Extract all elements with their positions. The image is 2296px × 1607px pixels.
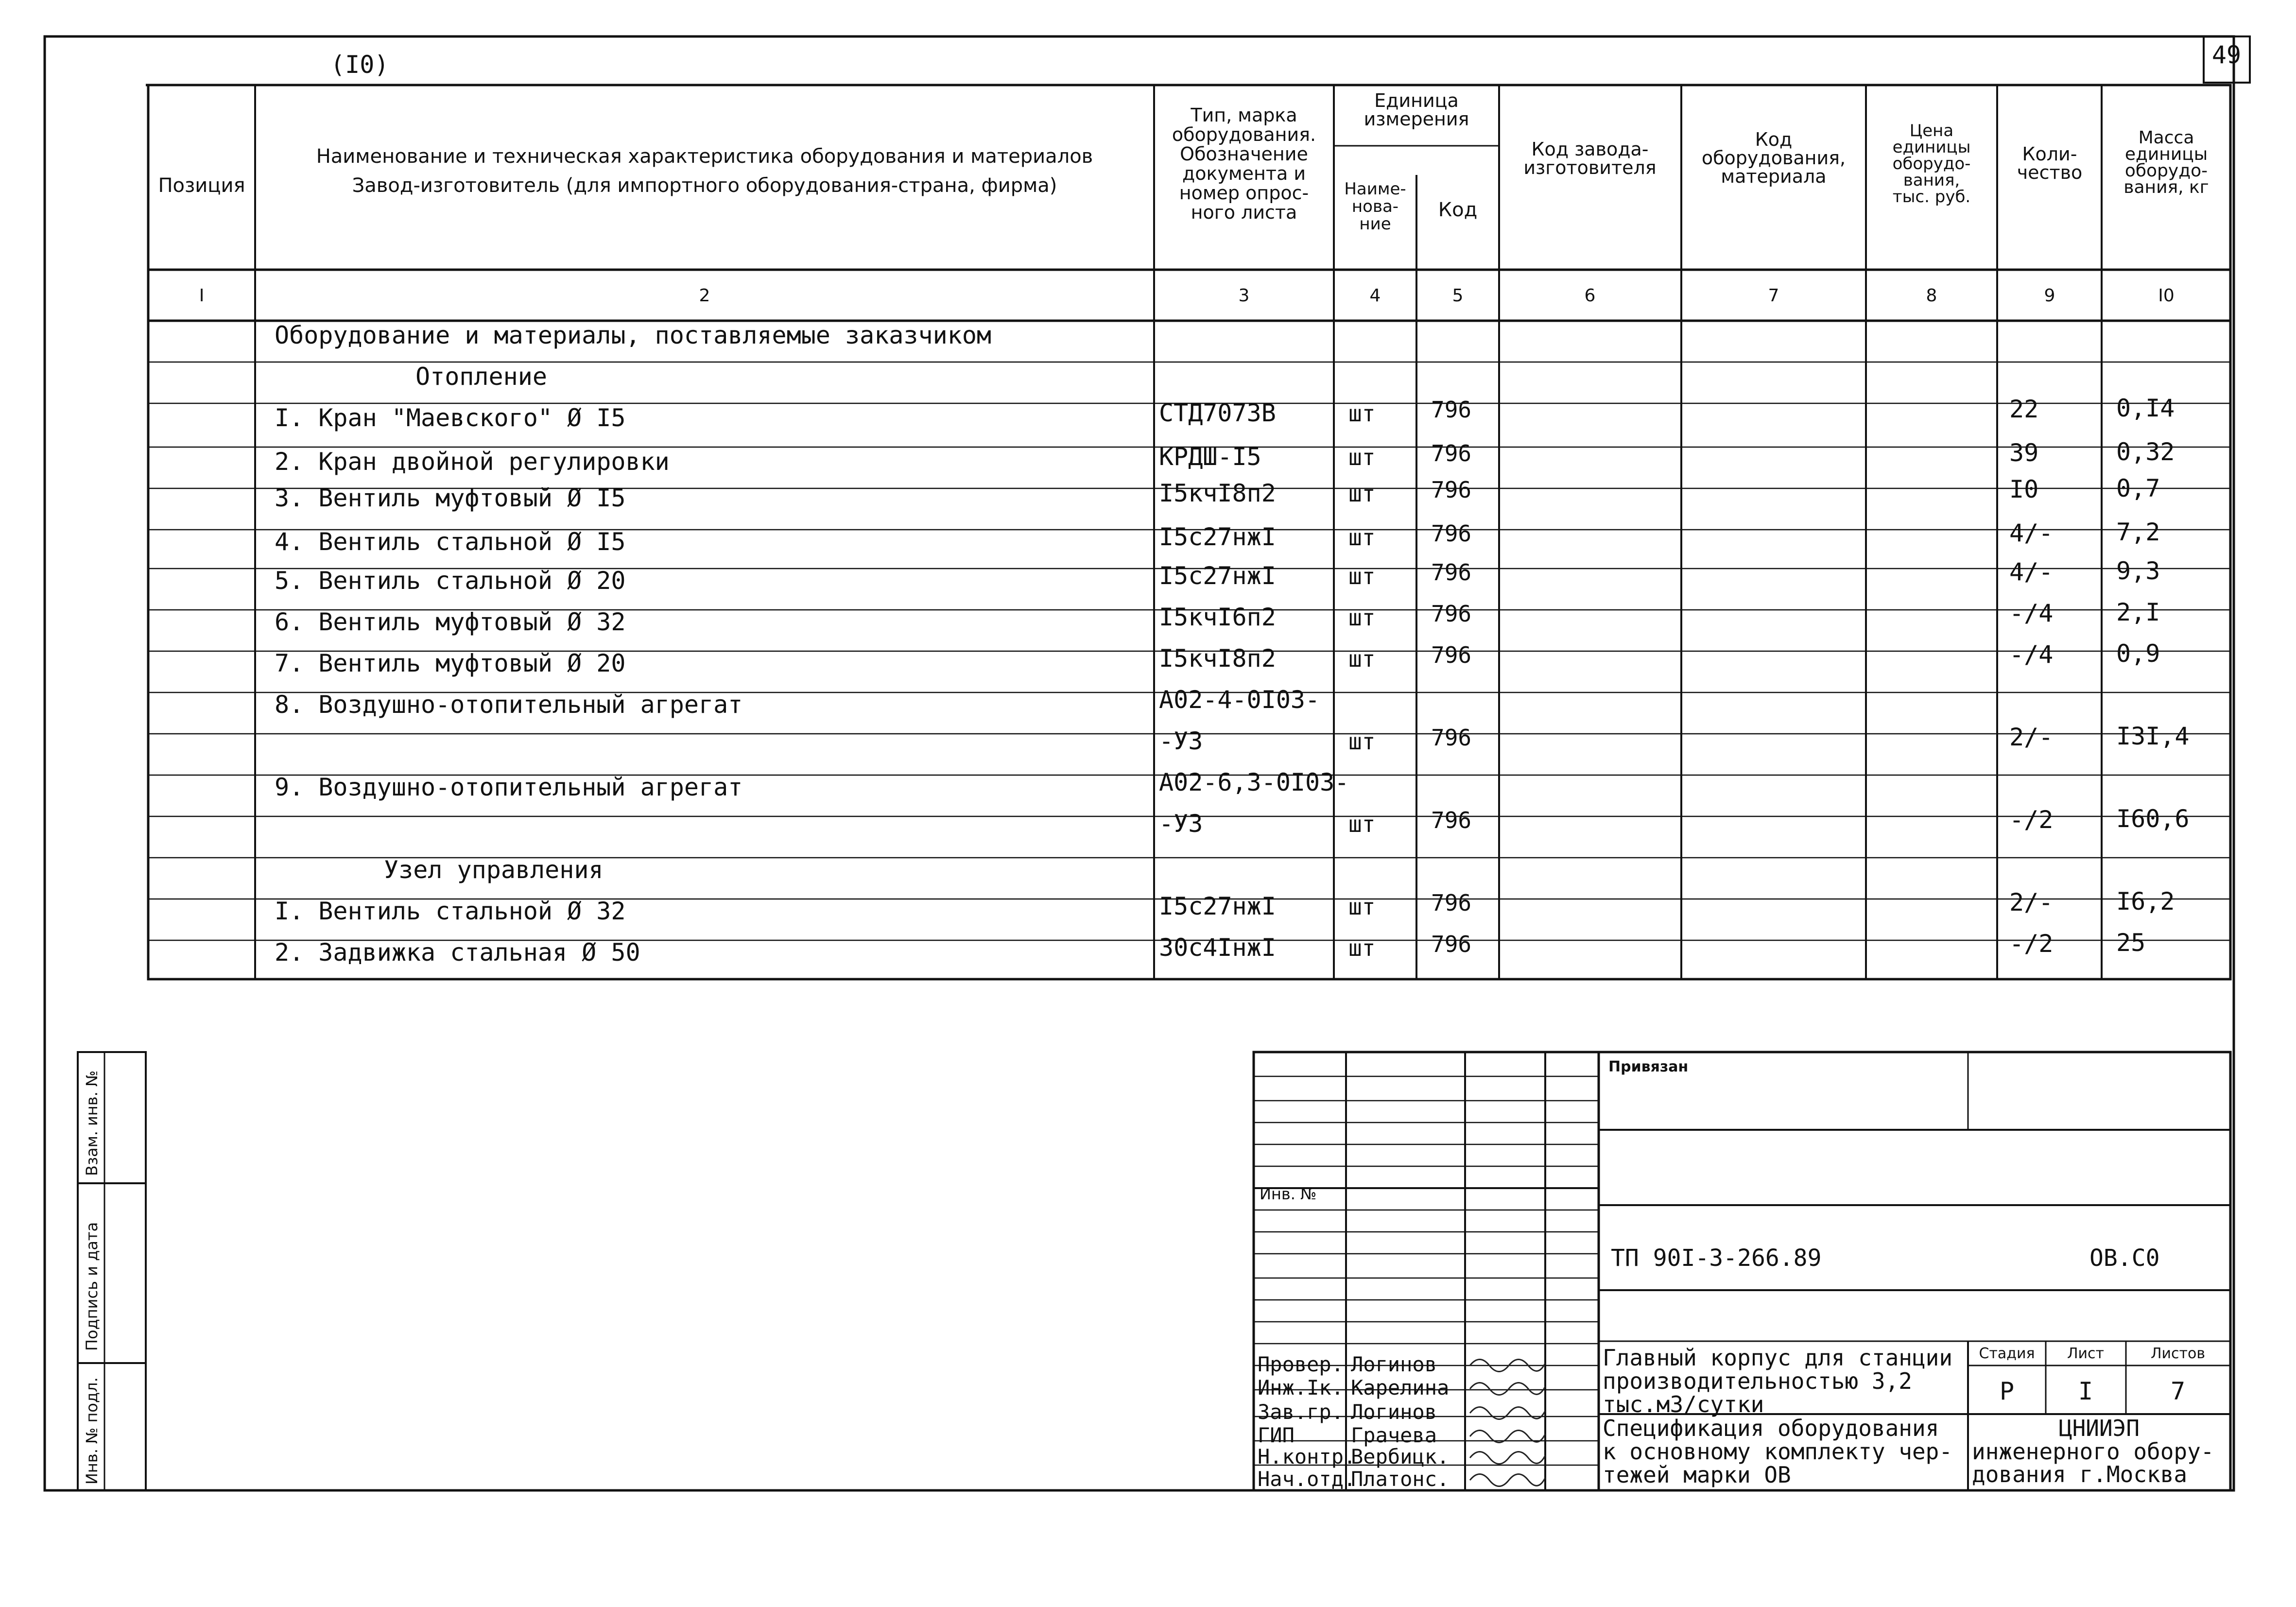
- organization-line: ЦНИИЭП: [2058, 1415, 2140, 1441]
- row-type: -У3: [1159, 727, 1203, 755]
- row-qty: 2/-: [2009, 723, 2054, 751]
- header-quantity-line: Коли-: [2022, 143, 2077, 165]
- row-unit: шт: [1348, 646, 1376, 672]
- header-type-mark: [1172, 104, 1316, 223]
- role-title: Зав.гр.: [1258, 1400, 1344, 1424]
- row-mass: 0,9: [2116, 639, 2160, 668]
- role-person: Логинов: [1351, 1400, 1437, 1424]
- header-unit-code: Код: [1438, 199, 1478, 221]
- header-price-line: Цена: [1909, 121, 1954, 140]
- header-type-mark-line: номер опрос-: [1179, 182, 1309, 204]
- bound-label: Привязан: [1608, 1058, 1689, 1075]
- role-person: Логинов: [1351, 1352, 1437, 1376]
- row-mass: I3I,4: [2116, 722, 2190, 750]
- sheet-label: Лист: [2067, 1345, 2105, 1362]
- role-title: Инж.Iк.: [1258, 1376, 1344, 1400]
- row-unit: шт: [1348, 728, 1376, 755]
- row-mass: 25: [2116, 929, 2146, 957]
- row-name: 3. Вентиль муфтовый Ø I5: [275, 484, 626, 512]
- document-title-line: Спецификация оборудования: [1603, 1415, 1939, 1441]
- spec-table-rows: [275, 321, 2190, 967]
- top-note: (I0): [330, 51, 389, 79]
- header-unit-name-line: ние: [1359, 214, 1391, 234]
- header-mass: [2123, 128, 2209, 197]
- header-equipment-code-line: материала: [1721, 166, 1827, 187]
- object-title-line: тыс.м3/сутки: [1603, 1391, 1764, 1417]
- row-code: 796: [1431, 440, 1472, 467]
- header-mass-line: оборудо-: [2124, 161, 2208, 181]
- row-type: КРДШ-I5: [1159, 443, 1261, 471]
- row-unit: шт: [1348, 524, 1376, 551]
- role-title: ГИП: [1258, 1423, 1295, 1447]
- row-code: 796: [1431, 890, 1472, 916]
- side-stamp-replacement: Взам. инв. №: [83, 1070, 101, 1176]
- row-code: 796: [1431, 807, 1472, 833]
- row-code: 796: [1431, 520, 1472, 547]
- column-number: 5: [1452, 286, 1464, 306]
- column-number: 9: [2044, 286, 2055, 306]
- row-qty: I0: [2009, 475, 2039, 503]
- row-mass: 7,2: [2116, 518, 2160, 546]
- column-number: I0: [2158, 286, 2175, 306]
- header-quantity: [2017, 143, 2083, 183]
- row-unit: шт: [1348, 894, 1376, 920]
- column-number: 4: [1369, 286, 1381, 306]
- row-mass: I6,2: [2116, 887, 2175, 916]
- header-unit-group: [1364, 90, 1469, 130]
- header-unit-group-line: Единица: [1374, 90, 1459, 111]
- row-mass: 0,I4: [2116, 394, 2175, 422]
- column-number: 3: [1238, 286, 1250, 306]
- object-title-line: производительностью 3,2: [1603, 1368, 1912, 1394]
- drawing-mark: ОВ.С0: [2089, 1244, 2160, 1272]
- header-mass-line: единицы: [2124, 144, 2208, 164]
- row-name: I. Кран "Маевского" Ø I5: [275, 404, 626, 432]
- column-number: 6: [1584, 286, 1596, 306]
- row-unit: шт: [1348, 605, 1376, 631]
- row-qty: -/2: [2009, 930, 2054, 958]
- column-numbers: [199, 286, 2175, 306]
- header-unit-name: [1344, 179, 1406, 234]
- role-person: Вербицк.: [1351, 1445, 1450, 1469]
- header-mass-line: вания, кг: [2123, 177, 2209, 197]
- header-unit-group-line: измерения: [1364, 108, 1469, 130]
- column-number: 7: [1768, 286, 1779, 306]
- row-type: 30с4IнжI: [1159, 933, 1276, 962]
- header-type-mark-line: оборудования.: [1172, 124, 1316, 145]
- row-qty: -/2: [2009, 806, 2054, 834]
- row-qty: -/4: [2009, 599, 2054, 627]
- header-unit-name-line: нова-: [1351, 197, 1399, 216]
- row-qty: 2/-: [2009, 888, 2054, 916]
- row-type: А02-6,3-0I03-: [1159, 768, 1349, 796]
- header-equipment-code-line: Код: [1755, 129, 1793, 150]
- row-mass: 0,32: [2116, 438, 2175, 466]
- header-name-line1: Наименование и техническая характеристика оборудования и материалов: [316, 145, 1093, 168]
- sheets-value: 7: [2170, 1377, 2186, 1405]
- header-type-mark-line: Тип, марка: [1191, 104, 1297, 126]
- row-type: I5с27нжI: [1159, 523, 1276, 551]
- row-code: 796: [1431, 601, 1472, 627]
- header-type-mark-line: ного листа: [1191, 202, 1297, 223]
- role-person: Платонс.: [1351, 1467, 1450, 1491]
- row-mass: 9,3: [2116, 557, 2160, 585]
- header-price-line: тыс. руб.: [1892, 187, 1971, 207]
- header-position: Позиция: [158, 174, 245, 197]
- row-mass: I60,6: [2116, 805, 2190, 833]
- document-title-line: к основному комплекту чер-: [1603, 1438, 1953, 1465]
- object-title-line: Главный корпус для станции: [1603, 1345, 1953, 1371]
- row-type: СТД7073В: [1159, 399, 1276, 427]
- row-unit: шт: [1348, 563, 1376, 589]
- header-price-line: оборудо-: [1892, 154, 1971, 173]
- page-number: 49: [2211, 41, 2242, 69]
- row-qty: 4/-: [2009, 519, 2054, 547]
- row-type: -У3: [1159, 810, 1203, 838]
- role-title: Нач.отд.: [1258, 1467, 1356, 1491]
- organization: [1972, 1415, 2214, 1487]
- row-unit: шт: [1348, 444, 1376, 470]
- row-name: 2. Кран двойной регулировки: [275, 448, 670, 476]
- header-unit-name-line: Наиме-: [1344, 179, 1406, 199]
- signature-scribble-icon: [1470, 1474, 1545, 1486]
- header-price-line: единицы: [1892, 138, 1971, 157]
- row-qty: 39: [2009, 439, 2039, 467]
- header-quantity-line: чество: [2017, 162, 2083, 183]
- sheet-frame: [45, 36, 2234, 1490]
- object-title: [1603, 1345, 1952, 1417]
- signature-scribble-icon: [1470, 1452, 1545, 1464]
- organization-line: инженерного обору-: [1972, 1438, 2214, 1465]
- row-name: 7. Вентиль муфтовый Ø 20: [275, 649, 626, 677]
- stage-value: Р: [1999, 1377, 2015, 1405]
- row-code: 796: [1431, 642, 1472, 668]
- inv-label: Инв. №: [1260, 1185, 1317, 1203]
- row-name: 8. Воздушно-отопительный агрегат: [275, 691, 743, 719]
- header-equipment-code-line: оборудования,: [1701, 147, 1846, 169]
- sheet-value: I: [2078, 1377, 2093, 1405]
- row-unit: шт: [1348, 811, 1376, 837]
- row-type: I5кчI8п2: [1159, 479, 1276, 507]
- row-name: Отопление: [415, 363, 547, 391]
- row-mass: 0,7: [2116, 474, 2160, 502]
- column-number: 8: [1926, 286, 1937, 306]
- row-mass: 2,I: [2116, 598, 2160, 626]
- signature-roles: [1258, 1352, 1545, 1491]
- doc-code: ТП 90I-3-266.89: [1611, 1244, 1822, 1272]
- header-factory-code: [1523, 138, 1656, 178]
- row-name: Узел управления: [384, 856, 604, 884]
- header-factory-code-line: изготовителя: [1523, 157, 1657, 178]
- header-factory-code-line: Код завода-: [1531, 138, 1649, 160]
- row-unit: шт: [1348, 400, 1376, 427]
- signature-scribble-icon: [1470, 1407, 1545, 1419]
- row-name: 9. Воздушно-отопительный агрегат: [275, 773, 743, 801]
- header-type-mark-line: документа и: [1182, 163, 1306, 184]
- row-type: I5кчI6п2: [1159, 603, 1276, 631]
- row-type: I5с27нжI: [1159, 562, 1276, 590]
- role-title: Провер.: [1258, 1352, 1344, 1376]
- stage-label: Стадия: [1979, 1345, 2035, 1362]
- sheets-label: Листов: [2150, 1345, 2206, 1362]
- row-name: Оборудование и материалы, поставляемые заказчиком: [275, 321, 992, 349]
- document-title-line: тежей марки ОВ: [1603, 1462, 1791, 1488]
- side-stamp-inv-number: Инв. № подл.: [83, 1377, 101, 1485]
- row-type: I5кчI8п2: [1159, 644, 1276, 673]
- header-price: [1893, 121, 1971, 207]
- row-type: I5с27нжI: [1159, 892, 1276, 920]
- row-unit: шт: [1348, 935, 1376, 961]
- role-person: Грачева: [1351, 1423, 1437, 1447]
- row-code: 796: [1431, 477, 1472, 503]
- row-code: 796: [1431, 397, 1472, 423]
- header-price-line: вания,: [1903, 171, 1960, 190]
- row-code: 796: [1431, 931, 1472, 957]
- row-qty: -/4: [2009, 640, 2054, 669]
- header-name-line2: Завод-изготовитель (для импортного оборудования-страна, фирма): [352, 174, 1057, 197]
- signature-scribble-icon: [1470, 1383, 1545, 1395]
- side-stamp-signature: Подпись и дата: [83, 1222, 101, 1351]
- row-name: 2. Задвижка стальная Ø 50: [275, 938, 640, 967]
- header-type-mark-line: Обозначение: [1180, 143, 1308, 165]
- header-equipment-code: [1702, 129, 1846, 187]
- row-qty: 22: [2009, 395, 2039, 423]
- row-unit: шт: [1348, 481, 1376, 507]
- row-code: 796: [1431, 725, 1472, 751]
- row-code: 796: [1431, 559, 1472, 586]
- organization-line: дования г.Москва: [1972, 1461, 2188, 1487]
- column-number: 2: [699, 286, 710, 306]
- role-title: Н.контр.: [1258, 1445, 1356, 1469]
- document-title: [1603, 1415, 1952, 1488]
- row-name: 6. Вентиль муфтовый Ø 32: [275, 608, 626, 636]
- row-type: А02-4-0I03-: [1159, 686, 1320, 714]
- header-mass-line: Масса: [2138, 128, 2194, 148]
- row-name: I. Вентиль стальной Ø 32: [275, 897, 626, 925]
- role-person: Карелина: [1351, 1376, 1450, 1400]
- row-name: 4. Вентиль стальной Ø I5: [275, 528, 626, 556]
- column-number: I: [199, 286, 205, 306]
- row-qty: 4/-: [2009, 558, 2054, 586]
- row-name: 5. Вентиль стальной Ø 20: [275, 567, 626, 595]
